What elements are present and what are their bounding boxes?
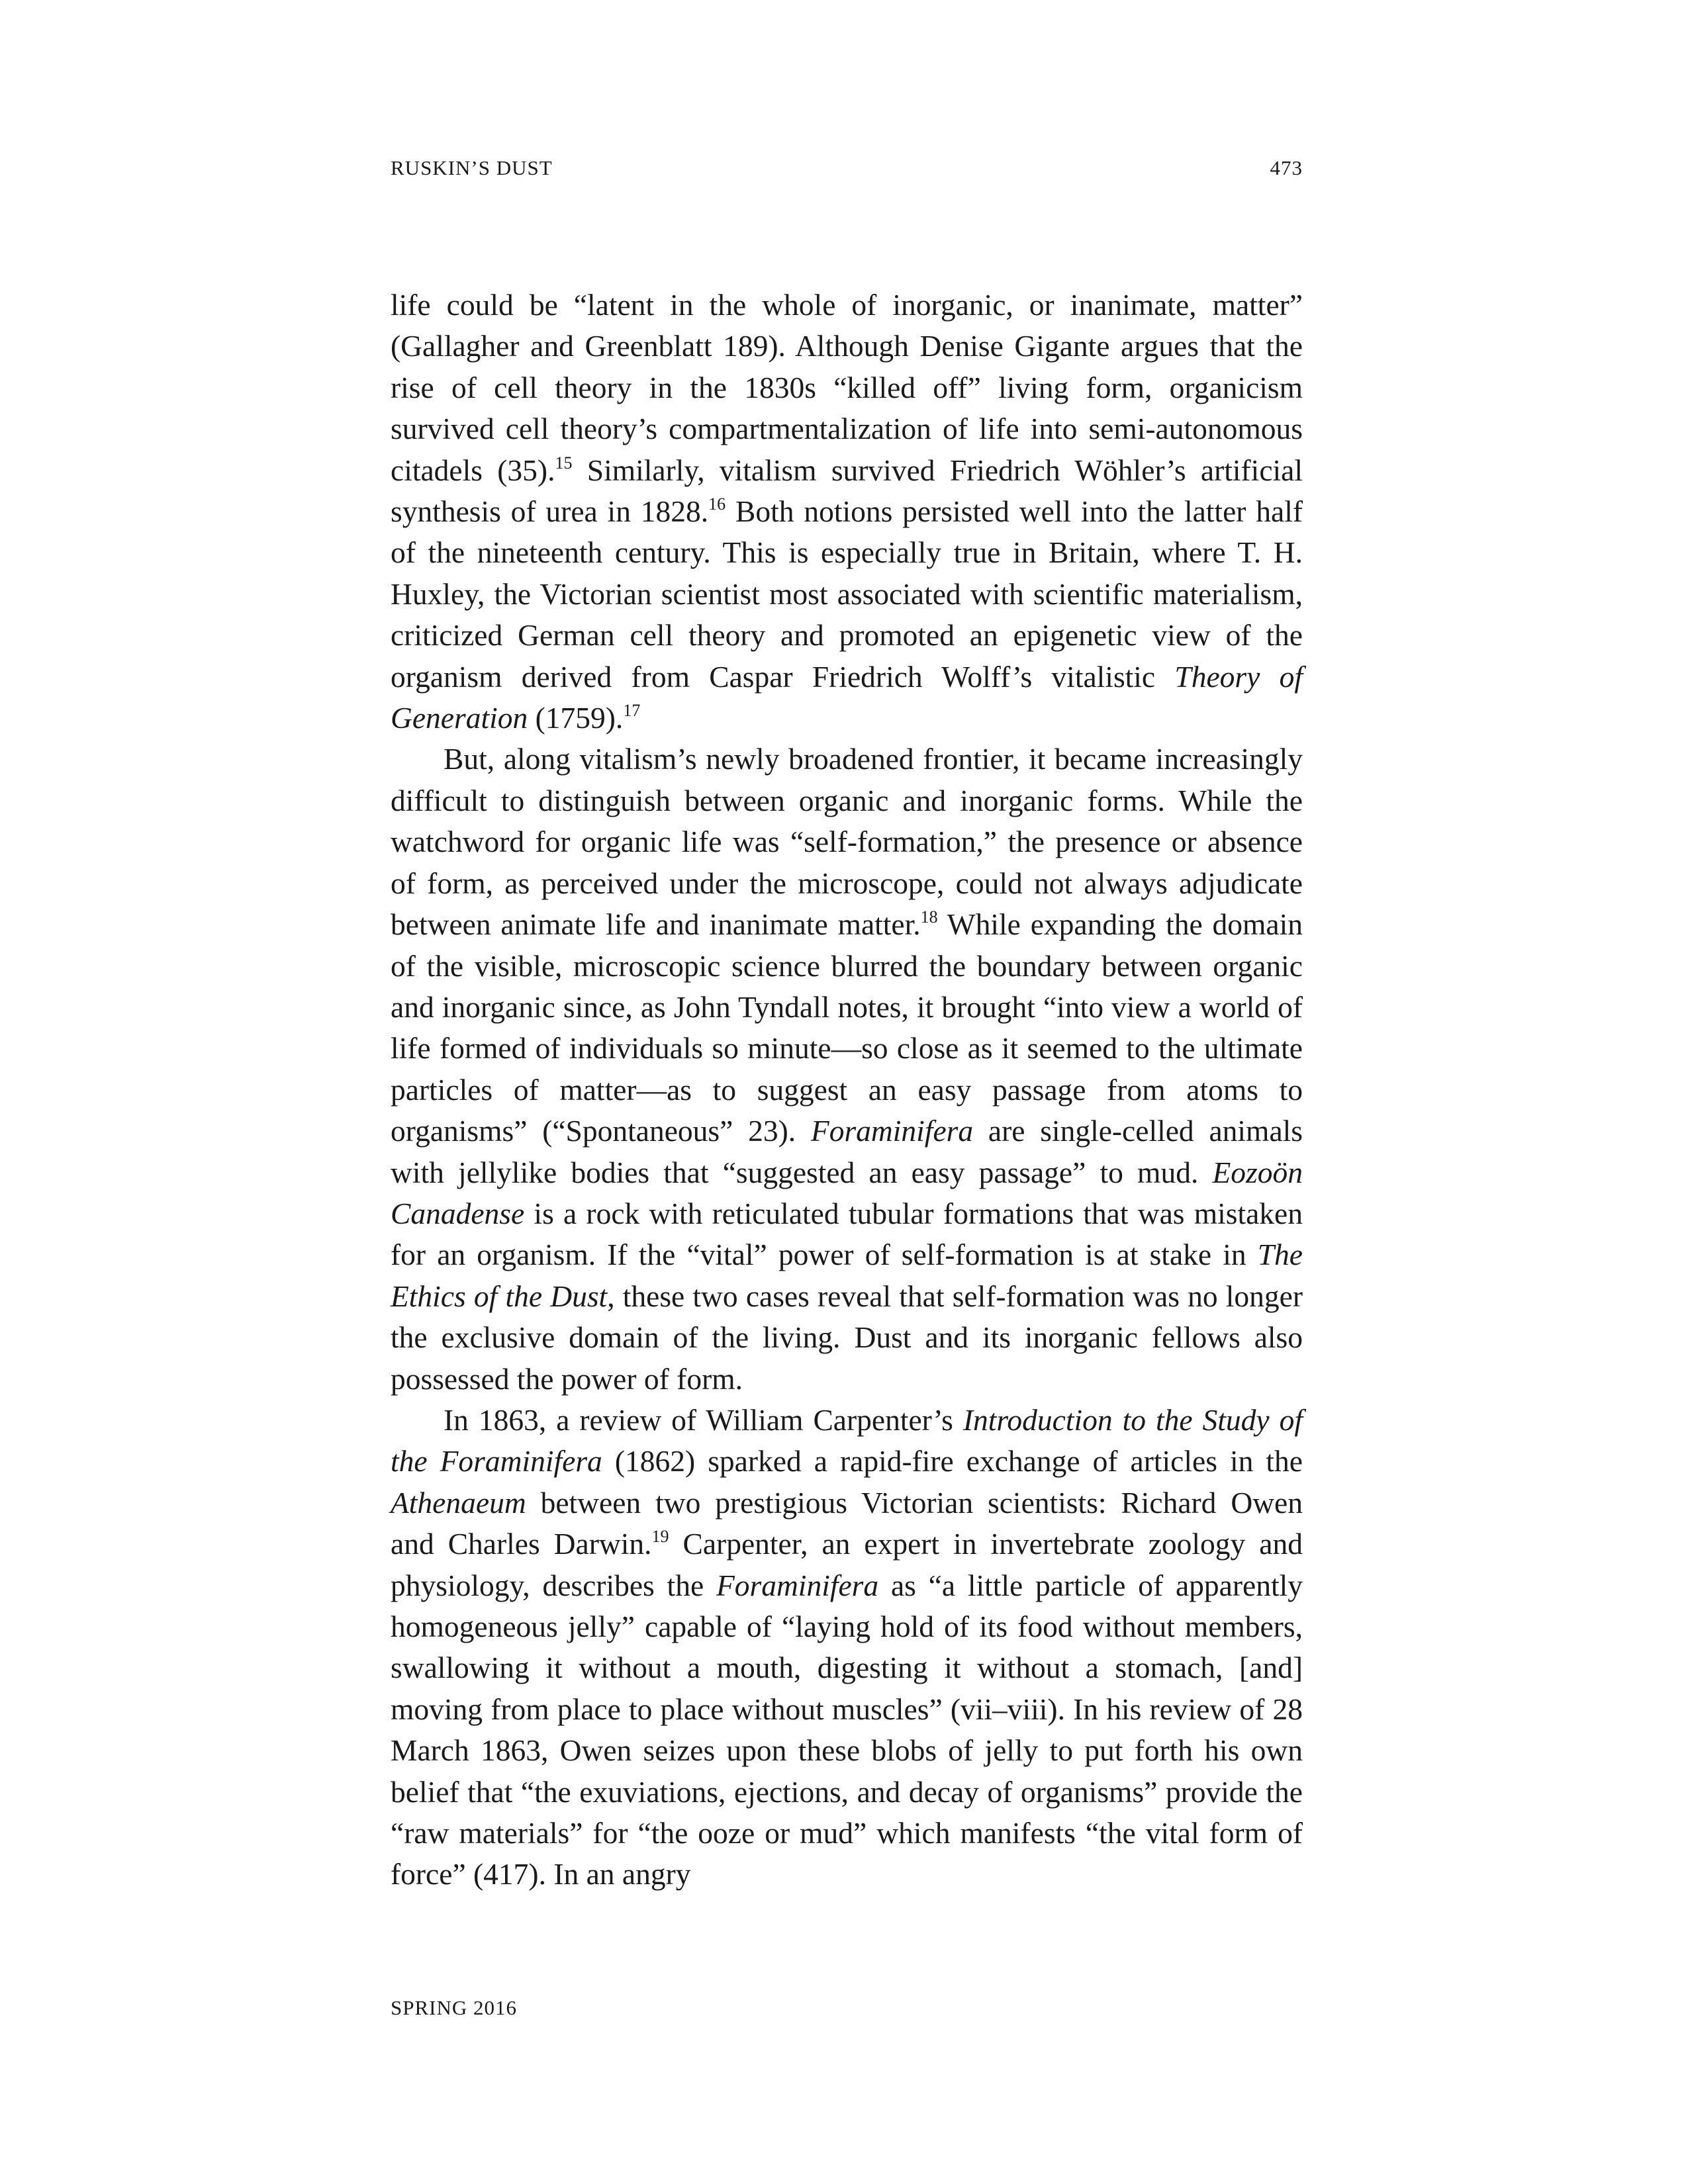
text-run: is a rock with reticulated tubular formations that was mistaken for an organism. If the “vital” power of self-formation is at stake in <box>391 1196 1303 1272</box>
paragraph-2 <box>391 739 1303 1400</box>
text-run: While expanding the domain of the visible, microscopic science blurred the boundary between organic and inorganic since, as John Tyndall notes, it brought “into view a world of life formed of individuals so minute—so close as it seemed to the ultimate particles of matter—as to suggest an easy passage from atoms to organisms” (“Spontaneous” 23). <box>391 907 1303 1148</box>
text-run: (1862) sparked a rapid-fire exchange of articles in the <box>602 1444 1303 1479</box>
footnote-ref-19: 19 <box>651 1527 669 1547</box>
paragraph-3 <box>391 1400 1303 1895</box>
text-run: Similarly, vitalism survived Friedrich Wöhler’s artificial synthesis of urea in 1828. <box>391 453 1303 529</box>
text-run: Both notions persisted well into the latter half of the nineteenth century. This is especially true in Britain, where T. H. Huxley, the Victorian scientist most associated with scientific materialism, criticized German cell theory and promoted an epigenetic view of the organism derived from Caspar Friedrich Wolff’s vitalistic <box>391 494 1303 694</box>
running-title: RUSKIN’S DUST <box>391 156 553 179</box>
italic-title: Athenaeum <box>391 1485 526 1520</box>
text-run: In 1863, a review of William Carpenter’s <box>444 1402 963 1437</box>
article-body <box>391 285 1303 1895</box>
footnote-ref-16: 16 <box>708 494 726 514</box>
italic-term: Foraminifera <box>716 1568 879 1602</box>
italic-term: Foraminifera <box>810 1114 974 1148</box>
text-run: are single-celled animals with jellylike bodies that “suggested an easy passage” to mud. <box>391 1114 1303 1189</box>
text-run: (1759). <box>528 701 624 735</box>
italic-title: Theory of Generation <box>391 659 1303 735</box>
text-run: But, along vitalism’s newly broadened frontier, it became increasingly difficult to distinguish between organic and inorganic forms. While the watchword for organic life was “self-formation,” the presence or absence of form, as perceived under the microscope, could not always adjudicate between animate life and inanimate matter. <box>391 742 1303 942</box>
running-head <box>391 156 1303 185</box>
page-footer: SPRING 2016 <box>391 1996 518 2019</box>
text-run: between two prestigious Victorian scientists: Richard Owen and Charles Darwin. <box>391 1485 1303 1561</box>
page-number: 473 <box>1270 156 1303 179</box>
text-run: Carpenter, an expert in invertebrate zoology and physiology, describes the <box>391 1527 1303 1602</box>
paragraph-1 <box>391 285 1303 739</box>
italic-term: Eozoön Canadense <box>391 1155 1303 1230</box>
footnote-ref-15: 15 <box>555 453 573 473</box>
footnote-ref-18: 18 <box>920 907 938 927</box>
footnote-ref-17: 17 <box>623 701 641 721</box>
text-run: , these two cases reveal that self-formation was no longer the exclusive domain of the living. Dust and its inorganic fellows also possessed the power of form. <box>391 1279 1303 1396</box>
italic-title: Introduction to the Study of the Foraminifera <box>391 1402 1303 1479</box>
text-run: as “a little particle of apparently homogeneous jelly” capable of “laying hold of its food without members, swallowing it without a mouth, digesting it without a stomach, [and] moving from place to place without muscles” (vii–viii). In his review of 28 March 1863, Owen seizes upon these blobs of jelly to put forth his own belief that “the exuviations, ejections, and decay of organisms” provide the “raw materials” for “the ooze or mud” which manifests “the vital form of force” (417). In an angry <box>391 1568 1303 1891</box>
text-run: life could be “latent in the whole of inorganic, or inanimate, matter” (Gallagher and Greenblatt 189). Although Denise Gigante argues that the rise of cell theory in the 1830s “killed off” living form, organicism survived cell theory’s compartmentalization of life into semi-autonomous citadels (35). <box>391 288 1303 487</box>
italic-title: The Ethics of the Dust <box>391 1238 1303 1313</box>
